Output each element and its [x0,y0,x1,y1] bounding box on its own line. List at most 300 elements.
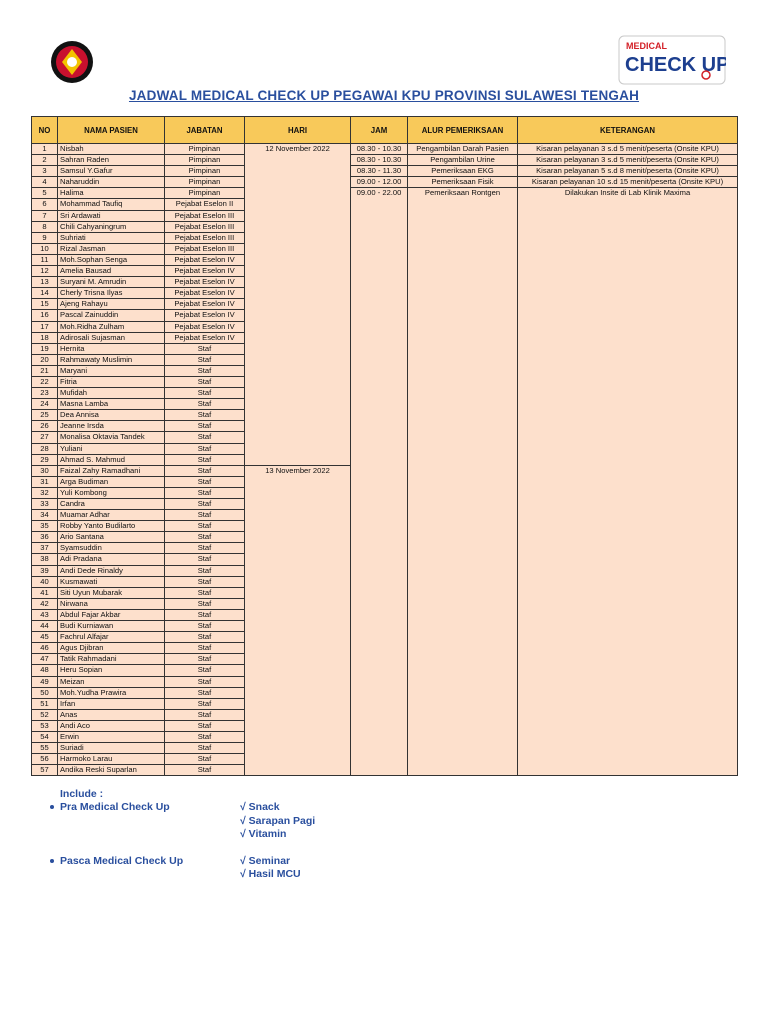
cell-jabatan: Staf [165,698,245,709]
cell-hari [245,399,351,410]
cell-alur [408,576,518,587]
table-row [32,476,738,487]
cell-alur [408,232,518,243]
cell-keterangan [518,598,738,609]
cell-no: 41 [32,587,58,598]
cell-keterangan [518,421,738,432]
cell-no: 47 [32,654,58,665]
table-body [32,144,738,776]
cell-jam [351,621,408,632]
table-row [32,254,738,265]
cell-hari [245,632,351,643]
cell-jam [351,421,408,432]
cell-alur [408,221,518,232]
cell-nama: Nisbah [58,144,165,155]
cell-nama: Agus Djibran [58,643,165,654]
cell-jam [351,343,408,354]
cell-jabatan: Staf [165,421,245,432]
cell-keterangan [518,665,738,676]
cell-jabatan: Staf [165,687,245,698]
cell-no: 40 [32,576,58,587]
cell-jabatan: Staf [165,720,245,731]
col-jam: JAM [351,117,408,144]
table-row [32,676,738,687]
cell-jabatan: Staf [165,354,245,365]
cell-no: 10 [32,243,58,254]
cell-jabatan: Staf [165,521,245,532]
table-row [32,365,738,376]
cell-nama: Robby Yanto Budilarto [58,521,165,532]
cell-no: 50 [32,687,58,698]
table-header-row [32,117,738,144]
cell-nama: Sahran Raden [58,155,165,166]
cell-keterangan [518,299,738,310]
cell-jabatan: Staf [165,709,245,720]
cell-hari [245,765,351,776]
cell-alur [408,299,518,310]
cell-alur [408,532,518,543]
cell-hari [245,155,351,166]
cell-hari [245,177,351,188]
cell-alur [408,210,518,221]
cell-hari [245,510,351,521]
cell-nama: Moh.Sophan Senga [58,254,165,265]
cell-jabatan: Staf [165,365,245,376]
cell-nama: Suhriati [58,232,165,243]
cell-hari [245,310,351,321]
cell-keterangan [518,709,738,720]
cell-alur [408,388,518,399]
table-row [32,188,738,199]
cell-hari [245,665,351,676]
cell-alur [408,321,518,332]
cell-hari [245,232,351,243]
cell-alur [408,254,518,265]
cell-jabatan: Staf [165,765,245,776]
cell-keterangan [518,476,738,487]
cell-jabatan: Staf [165,454,245,465]
cell-hari [245,221,351,232]
cell-nama: Masna Lamba [58,399,165,410]
cell-alur [408,521,518,532]
cell-alur [408,199,518,210]
cell-nama: Meizan [58,676,165,687]
cell-keterangan: Dilakukan Insite di Lab Klinik Maxima [518,188,738,199]
include-item: √ Seminar [240,855,291,867]
cell-keterangan [518,277,738,288]
cell-jabatan: Staf [165,621,245,632]
cell-jam [351,199,408,210]
cell-jam [351,487,408,498]
cell-jam [351,609,408,620]
cell-alur [408,443,518,454]
cell-nama: Hernita [58,343,165,354]
cell-alur [408,720,518,731]
cell-jam [351,254,408,265]
table-row [32,210,738,221]
cell-hari [245,166,351,177]
cell-no: 13 [32,277,58,288]
cell-alur [408,499,518,510]
cell-hari [245,698,351,709]
cell-jam [351,698,408,709]
cell-jabatan: Pejabat Eselon IV [165,266,245,277]
cell-no: 14 [32,288,58,299]
cell-no: 38 [32,554,58,565]
cell-keterangan [518,765,738,776]
cell-keterangan [518,609,738,620]
cell-alur [408,543,518,554]
cell-jabatan: Pejabat Eselon IV [165,321,245,332]
cell-no: 27 [32,432,58,443]
cell-no: 42 [32,598,58,609]
cell-no: 51 [32,698,58,709]
table-row [32,643,738,654]
cell-nama: Pascal Zainuddin [58,310,165,321]
cell-nama: Naharuddin [58,177,165,188]
table-row [32,609,738,620]
cell-jam [351,743,408,754]
cell-jabatan: Staf [165,576,245,587]
table-row [32,654,738,665]
cell-keterangan [518,443,738,454]
table-row [32,598,738,609]
table-row [32,632,738,643]
cell-hari [245,421,351,432]
cell-hari [245,443,351,454]
cell-keterangan [518,454,738,465]
cell-no: 49 [32,676,58,687]
cell-hari [245,266,351,277]
col-no: NO [32,117,58,144]
cell-hari [245,598,351,609]
cell-jam [351,765,408,776]
cell-jam [351,665,408,676]
cell-alur [408,698,518,709]
cell-hari [245,621,351,632]
table-row [32,199,738,210]
cell-nama: Adirosali Sujasman [58,332,165,343]
cell-alur [408,454,518,465]
table-row [32,665,738,676]
include-item: √ Vitamin [240,828,287,840]
cell-nama: Suryani M. Amrudin [58,277,165,288]
cell-alur [408,621,518,632]
cell-no: 55 [32,743,58,754]
cell-alur [408,765,518,776]
cell-jabatan: Staf [165,654,245,665]
cell-no: 20 [32,354,58,365]
table-row [32,399,738,410]
cell-jam [351,210,408,221]
cell-hari: 12 November 2022 [245,144,351,155]
table-row [32,266,738,277]
table-row [32,754,738,765]
cell-nama: Tatik Rahmadani [58,654,165,665]
cell-nama: Ahmad S. Mahmud [58,454,165,465]
cell-hari [245,343,351,354]
cell-jabatan: Staf [165,532,245,543]
table-row [32,587,738,598]
cell-keterangan [518,532,738,543]
cell-jam [351,388,408,399]
cell-nama: Moh.Yudha Prawira [58,687,165,698]
table-row [32,765,738,776]
cell-jabatan: Pejabat Eselon II [165,199,245,210]
cell-no: 18 [32,332,58,343]
cell-alur [408,421,518,432]
table-row [32,621,738,632]
cell-keterangan [518,221,738,232]
cell-no: 57 [32,765,58,776]
table-row [32,532,738,543]
cell-jam [351,288,408,299]
cell-no: 45 [32,632,58,643]
cell-no: 53 [32,720,58,731]
cell-hari [245,687,351,698]
table-row [32,221,738,232]
cell-no: 46 [32,643,58,654]
cell-hari [245,376,351,387]
cell-keterangan [518,310,738,321]
table-row [32,521,738,532]
cell-nama: Yuli Kombong [58,487,165,498]
cell-keterangan [518,731,738,742]
table-row [32,510,738,521]
bullet-icon [50,859,54,863]
table-row [32,698,738,709]
cell-keterangan [518,254,738,265]
cell-nama: Nirwana [58,598,165,609]
cell-jam [351,754,408,765]
cell-no: 12 [32,266,58,277]
cell-alur [408,376,518,387]
col-alur: ALUR PEMERIKSAAN [408,117,518,144]
cell-jam [351,410,408,421]
cell-hari [245,199,351,210]
cell-hari [245,288,351,299]
cell-hari [245,299,351,310]
cell-keterangan [518,432,738,443]
cell-nama: Syamsuddin [58,543,165,554]
cell-alur [408,654,518,665]
include-group-label: Pra Medical Check Up [60,801,170,813]
cell-jam [351,709,408,720]
table-row [32,388,738,399]
cell-hari [245,365,351,376]
cell-jabatan: Pejabat Eselon IV [165,332,245,343]
cell-jabatan: Pejabat Eselon III [165,210,245,221]
cell-jabatan: Pejabat Eselon IV [165,254,245,265]
cell-nama: Suriadi [58,743,165,754]
cell-alur [408,665,518,676]
cell-alur [408,288,518,299]
table-row [32,687,738,698]
cell-jam [351,654,408,665]
cell-hari [245,410,351,421]
table-row [32,155,738,166]
cell-keterangan [518,587,738,598]
cell-keterangan [518,321,738,332]
cell-hari [245,354,351,365]
cell-nama: Ajeng Rahayu [58,299,165,310]
cell-nama: Abdul Fajar Akbar [58,609,165,620]
cell-keterangan: Kisaran pelayanan 5 s.d 8 menit/peserta (Onsite KPU) [518,166,738,177]
cell-jam [351,598,408,609]
cell-alur [408,731,518,742]
page-title: JADWAL MEDICAL CHECK UP PEGAWAI KPU PROVINSI SULAWESI TENGAH [128,88,640,103]
cell-alur [408,476,518,487]
table-row [32,465,738,476]
cell-no: 23 [32,388,58,399]
cell-jam [351,365,408,376]
cell-alur [408,632,518,643]
cell-no: 26 [32,421,58,432]
cell-keterangan [518,210,738,221]
cell-hari [245,709,351,720]
cell-nama: Erwin [58,731,165,742]
cell-keterangan [518,632,738,643]
cell-alur [408,410,518,421]
cell-jam [351,232,408,243]
cell-keterangan [518,643,738,654]
cell-keterangan [518,332,738,343]
cell-jam [351,643,408,654]
table-row [32,177,738,188]
cell-alur [408,643,518,654]
cell-no: 56 [32,754,58,765]
cell-jabatan: Staf [165,443,245,454]
cell-hari [245,332,351,343]
cell-nama: Fachrul Alfajar [58,632,165,643]
cell-keterangan [518,343,738,354]
cell-jabatan: Pimpinan [165,166,245,177]
table-row [32,743,738,754]
cell-no: 28 [32,443,58,454]
cell-hari [245,188,351,199]
schedule-table [31,116,738,776]
cell-jabatan: Pejabat Eselon IV [165,310,245,321]
cell-jam [351,310,408,321]
table-row [32,299,738,310]
cell-jabatan: Pimpinan [165,177,245,188]
cell-jam: 08.30 - 10.30 [351,155,408,166]
cell-nama: Arga Budiman [58,476,165,487]
cell-keterangan [518,354,738,365]
table-row [32,499,738,510]
col-hari: HARI [245,117,351,144]
cell-no: 35 [32,521,58,532]
cell-no: 6 [32,199,58,210]
cell-nama: Chili Cahyaningrum [58,221,165,232]
cell-hari [245,754,351,765]
cell-alur [408,354,518,365]
cell-keterangan [518,365,738,376]
cell-alur [408,243,518,254]
cell-jabatan: Staf [165,376,245,387]
cell-jabatan: Staf [165,432,245,443]
cell-nama: Sri Ardawati [58,210,165,221]
cell-nama: Andi Dede Rinaldy [58,565,165,576]
cell-alur [408,754,518,765]
cell-hari [245,609,351,620]
cell-nama: Fitria [58,376,165,387]
cell-alur [408,709,518,720]
cell-jam [351,266,408,277]
kpu-logo [50,40,94,84]
cell-hari [245,731,351,742]
cell-nama: Heru Sopian [58,665,165,676]
cell-hari [245,532,351,543]
cell-jam [351,632,408,643]
cell-jabatan: Pejabat Eselon III [165,232,245,243]
cell-alur [408,676,518,687]
cell-hari: 13 November 2022 [245,465,351,476]
cell-jabatan: Staf [165,487,245,498]
cell-no: 3 [32,166,58,177]
cell-nama: Maryani [58,365,165,376]
cell-jabatan: Staf [165,632,245,643]
cell-hari [245,499,351,510]
cell-hari [245,587,351,598]
cell-nama: Anas [58,709,165,720]
include-item: √ Hasil MCU [240,868,301,880]
cell-jam [351,299,408,310]
table-row [32,354,738,365]
cell-keterangan [518,687,738,698]
cell-jam [351,376,408,387]
cell-keterangan [518,543,738,554]
include-item: √ Snack [240,801,280,813]
table-row [32,410,738,421]
cell-keterangan [518,510,738,521]
cell-nama: Jeanne Irsda [58,421,165,432]
cell-nama: Irfan [58,698,165,709]
cell-nama: Monalisa Oktavia Tandek [58,432,165,443]
cell-no: 5 [32,188,58,199]
cell-jabatan: Staf [165,565,245,576]
cell-jabatan: Staf [165,499,245,510]
cell-jam [351,243,408,254]
include-group-pasca [50,855,183,867]
table-row [32,554,738,565]
cell-jam [351,687,408,698]
cell-alur [408,510,518,521]
cell-alur [408,609,518,620]
table-row [32,166,738,177]
cell-no: 31 [32,476,58,487]
cell-keterangan [518,410,738,421]
cell-alur [408,687,518,698]
cell-jam [351,443,408,454]
cell-nama: Amelia Bausad [58,266,165,277]
cell-hari [245,521,351,532]
cell-no: 39 [32,565,58,576]
cell-nama: Moh.Ridha Zulham [58,321,165,332]
cell-nama: Rahmawaty Muslimin [58,354,165,365]
cell-alur [408,565,518,576]
cell-jam [351,587,408,598]
cell-no: 25 [32,410,58,421]
cell-nama: Adi Pradana [58,554,165,565]
cell-no: 17 [32,321,58,332]
table-row [32,277,738,288]
table-row [32,731,738,742]
cell-nama: Harmoko Larau [58,754,165,765]
include-group-label: Pasca Medical Check Up [60,855,184,867]
table-row [32,543,738,554]
cell-no: 21 [32,365,58,376]
